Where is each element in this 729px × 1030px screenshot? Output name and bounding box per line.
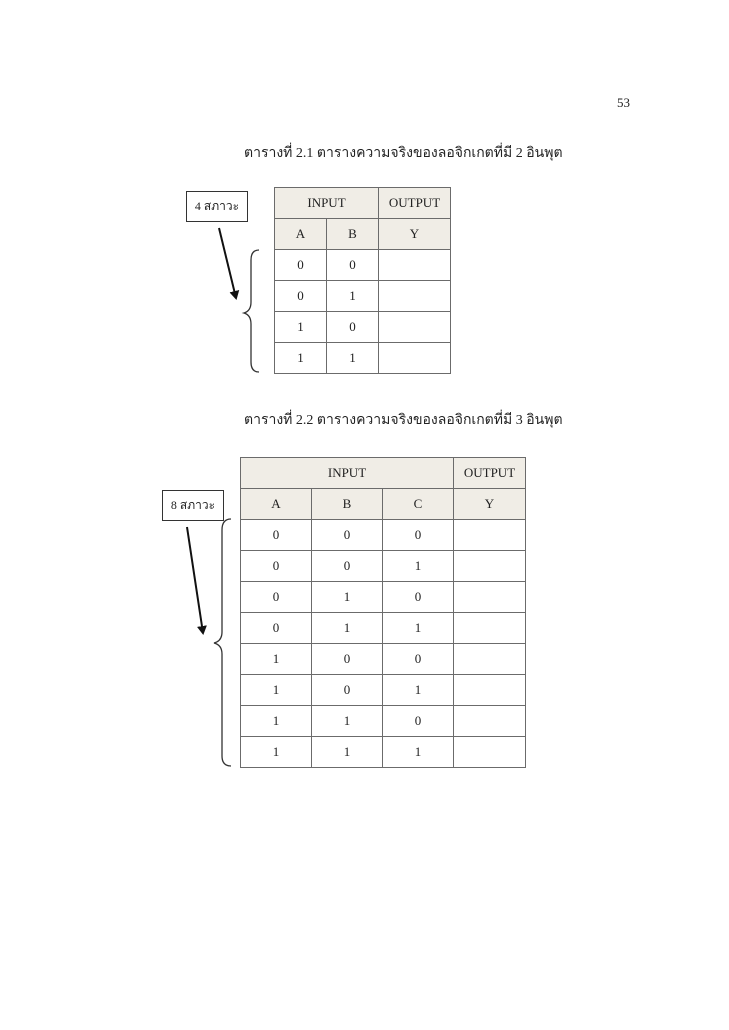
- column-header-b: B: [327, 219, 379, 250]
- table1-caption: ตารางที่ 2.1 ตารางความจริงของลอจิกเกตที่มี 2 อินพุต: [244, 146, 563, 161]
- cell-c: 0: [383, 644, 454, 675]
- cell-a: 1: [241, 706, 312, 737]
- curly-brace-icon: [214, 519, 231, 766]
- cell-c: 1: [383, 675, 454, 706]
- cell-a: 1: [275, 343, 327, 374]
- column-header-y: Y: [454, 489, 526, 520]
- cell-a: 1: [275, 312, 327, 343]
- cell-a: 0: [241, 582, 312, 613]
- input-header: INPUT: [241, 458, 454, 489]
- cell-c: 0: [383, 582, 454, 613]
- table2-caption: ตารางที่ 2.2 ตารางความจริงของลอจิกเกตที่มี 3 อินพุต: [244, 413, 563, 428]
- cell-a: 1: [241, 675, 312, 706]
- cell-c: 1: [383, 551, 454, 582]
- cell-a: 0: [275, 281, 327, 312]
- arrow-icon: [187, 527, 203, 633]
- cell-b: 1: [312, 613, 383, 644]
- cell-a: 0: [241, 551, 312, 582]
- cell-b: 1: [312, 737, 383, 768]
- cell-a: 0: [241, 520, 312, 551]
- column-header-c: C: [383, 489, 454, 520]
- cell-b: 1: [312, 582, 383, 613]
- cell-c: 1: [383, 613, 454, 644]
- cell-b: 0: [327, 250, 379, 281]
- output-header: OUTPUT: [379, 188, 451, 219]
- cell-c: 0: [383, 706, 454, 737]
- column-header-y: Y: [379, 219, 451, 250]
- cell-b: 0: [312, 551, 383, 582]
- cell-c: 0: [383, 520, 454, 551]
- cell-b: 1: [327, 343, 379, 374]
- cell-c: 1: [383, 737, 454, 768]
- cell-b: 1: [312, 706, 383, 737]
- table2-state-label: 8 สภาวะ: [162, 490, 224, 521]
- cell-a: 0: [275, 250, 327, 281]
- cell-a: 0: [241, 613, 312, 644]
- column-header-a: A: [241, 489, 312, 520]
- cell-b: 0: [312, 675, 383, 706]
- cell-a: 1: [241, 737, 312, 768]
- input-header: INPUT: [275, 188, 379, 219]
- arrow-icon: [219, 228, 236, 298]
- output-header: OUTPUT: [454, 458, 526, 489]
- cell-b: 0: [327, 312, 379, 343]
- column-header-a: A: [275, 219, 327, 250]
- column-header-b: B: [312, 489, 383, 520]
- page-number: 53: [617, 95, 630, 110]
- table1-state-label: 4 สภาวะ: [186, 191, 248, 222]
- cell-b: 1: [327, 281, 379, 312]
- cell-b: 0: [312, 520, 383, 551]
- cell-a: 1: [241, 644, 312, 675]
- cell-b: 0: [312, 644, 383, 675]
- curly-brace-icon: [244, 250, 259, 372]
